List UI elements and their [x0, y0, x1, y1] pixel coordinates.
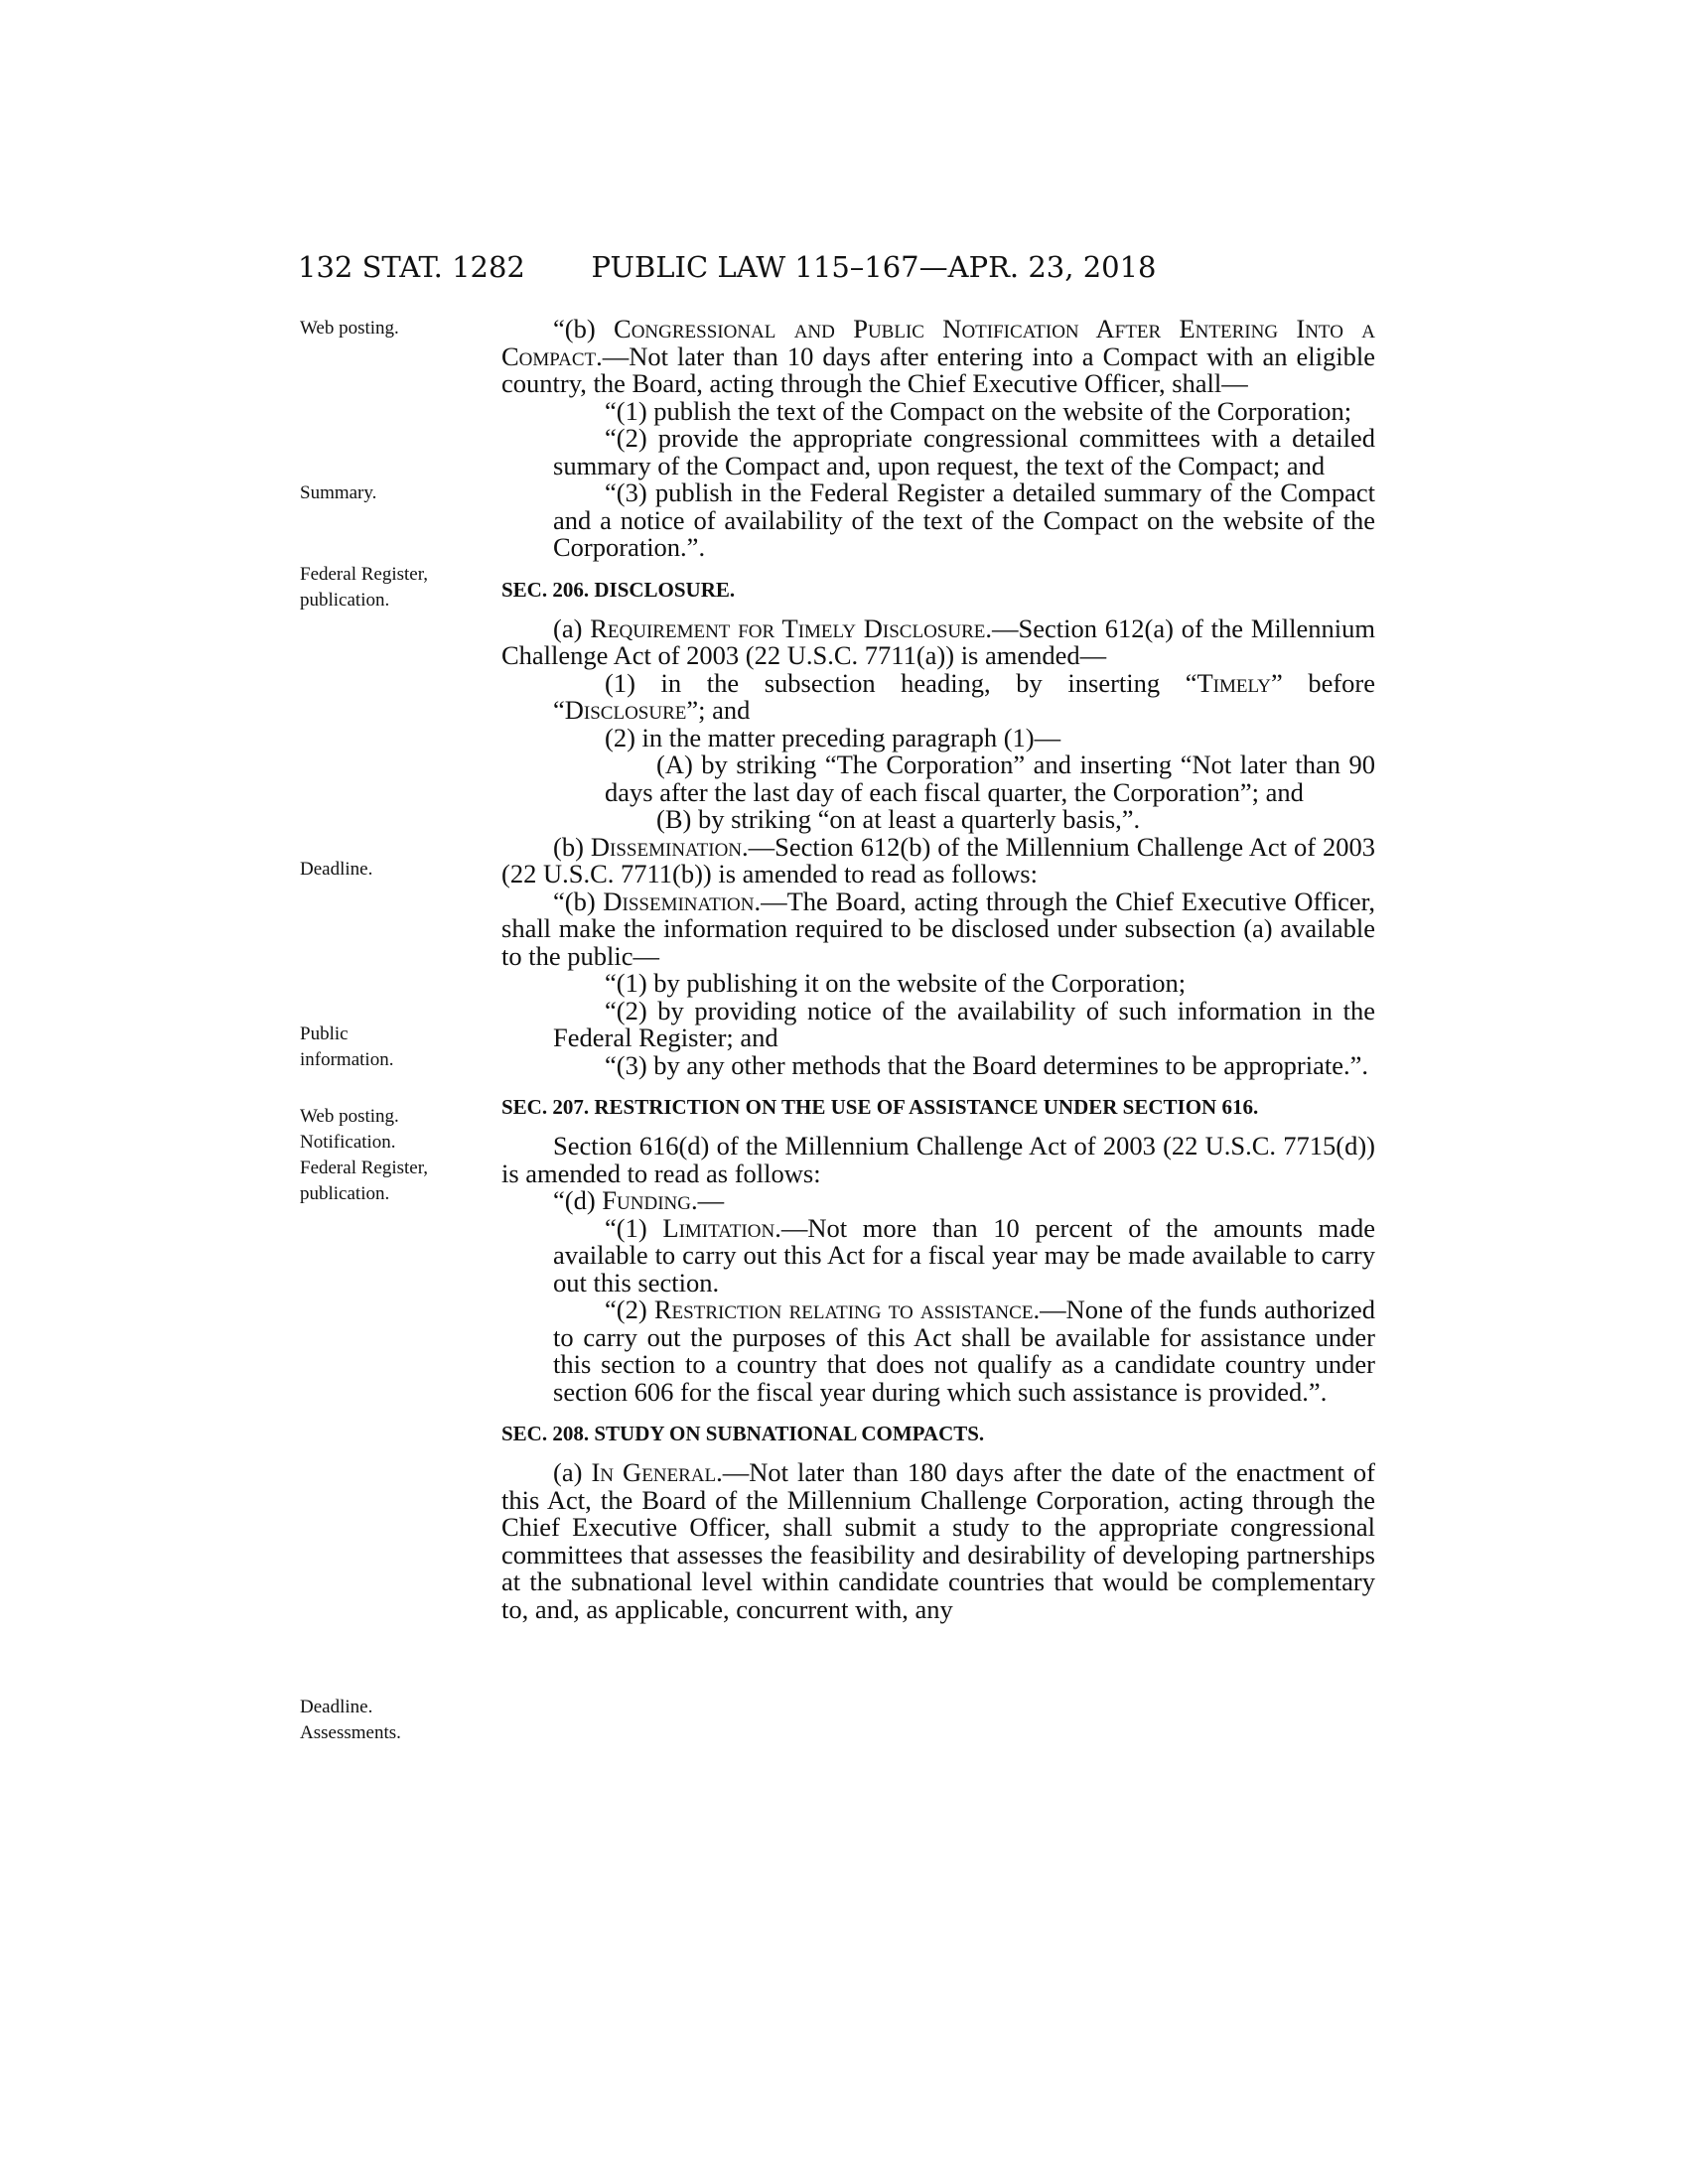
paragraph-section-616d: Section 616(d) of the Millennium Challenge Act of 2003 (22 U.S.C. 7715(d)) is amended to read as follows:: [501, 1131, 1375, 1188]
margin-note-web-posting: Web posting.: [300, 318, 399, 339]
paragraph-b-notification: “(b) Congressional and Public Notification After Entering Into a Compact.—Not later than 10 days after entering into a Compact with an eligible country, the Board, acting through the Chief Executive Officer, shall—: [501, 314, 1375, 398]
margin-note-federal-register: Federal Register, publication.: [300, 564, 429, 611]
paragraph-2-notice: “(2) by providing notice of the availability of such information in the Federal Register; and: [553, 995, 1375, 1052]
paragraph-1-publish: “(1) publish the text of the Compact on the website of the Corporation;: [605, 395, 1352, 426]
paragraph-d-funding: “(d) Funding.—: [553, 1185, 725, 1215]
paragraph-2-restriction: “(2) Restriction relating to assistance.—None of the funds authorized to carry out the purposes of this Act shall be available for assistance under this section to a country that does not qualify as a candidate country under section 606 for the fiscal year during which such assistance is provided.”.: [553, 1295, 1375, 1407]
paragraph-2-provide: “(2) provide the appropriate congressional committees with a detailed summary of the Compact and, upon request, the text of the Compact; and: [553, 423, 1375, 480]
section-206-heading: SEC. 206. DISCLOSURE.: [501, 577, 736, 602]
statute-page-number: 132 STAT. 1282: [298, 250, 525, 284]
page-header: [0, 250, 1688, 290]
paragraph-b-dissemination: (b) Dissemination.—Section 612(b) of the Millennium Challenge Act of 2003 (22 U.S.C. 7711(b)) is amended to read as follows:: [501, 831, 1375, 888]
subparagraph-b-striking: (B) by striking “on at least a quarterly basis,”.: [656, 804, 1141, 834]
paragraph-2-matter-preceding: (2) in the matter preceding paragraph (1)—: [605, 722, 1061, 752]
margin-note-deadline: Deadline.: [300, 859, 373, 880]
document-body: [501, 316, 1375, 1623]
running-title: PUBLIC LAW 115–167—APR. 23, 2018: [591, 250, 1157, 284]
paragraph-3-publish-register: “(3) publish in the Federal Register a detailed summary of the Compact and a notice of availability of the text of the Compact on the website of the Corporation.”.: [553, 478, 1375, 562]
paragraph-1-subsection-heading: (1) in the subsection heading, by inserting “Timely” before “Disclosure”; and: [553, 667, 1375, 725]
section-207-heading: SEC. 207. RESTRICTION ON THE USE OF ASSISTANCE UNDER SECTION 616.: [501, 1095, 1259, 1119]
subparagraph-a-striking: (A) by striking “The Corporation” and inserting “Not later than 90 days after the last day of each fiscal quarter, the Corporation”; and: [605, 750, 1375, 807]
paragraph-a-requirement: (a) Requirement for Timely Disclosure.—Section 612(a) of the Millennium Challenge Act of 2003 (22 U.S.C. 7711(a)) is amended—: [501, 613, 1375, 670]
paragraph-1-limitation: “(1) Limitation.—Not more than 10 percent of the amounts made available to carry out this Act for a fiscal year may be made available to carry out this section.: [553, 1212, 1375, 1297]
paragraph-b-dissemination-text: “(b) Dissemination.—The Board, acting through the Chief Executive Officer, shall make the information required to be disclosed under subsection (a) available to the public—: [501, 886, 1375, 971]
margin-note-web-posting-group: Web posting. Notification. Federal Register, publication.: [300, 1106, 429, 1204]
margin-note-public-information: Public information.: [300, 1024, 394, 1070]
margin-note-deadline-assessments: Deadline. Assessments.: [300, 1697, 401, 1743]
section-208-heading: SEC. 208. STUDY ON SUBNATIONAL COMPACTS.: [501, 1422, 985, 1445]
paragraph-1-website: “(1) by publishing it on the website of the Corporation;: [605, 968, 1187, 998]
margin-note-summary: Summary.: [300, 482, 377, 503]
paragraph-a-in-general: (a) In General.—Not later than 180 days after the date of the enactment of this Act, the Board of the Millennium Challenge Corporation, acting through the Chief Executive Officer, shall submit a study to the appropriate congressional committees that assesses the feasibility and desirability of developing partnerships at the subnational level within candidate countries that would be complementary to, and, as applicable, concurrent with, any: [501, 1457, 1375, 1624]
paragraph-3-other-methods: “(3) by any other methods that the Board determines to be appropriate.”.: [605, 1049, 1368, 1080]
